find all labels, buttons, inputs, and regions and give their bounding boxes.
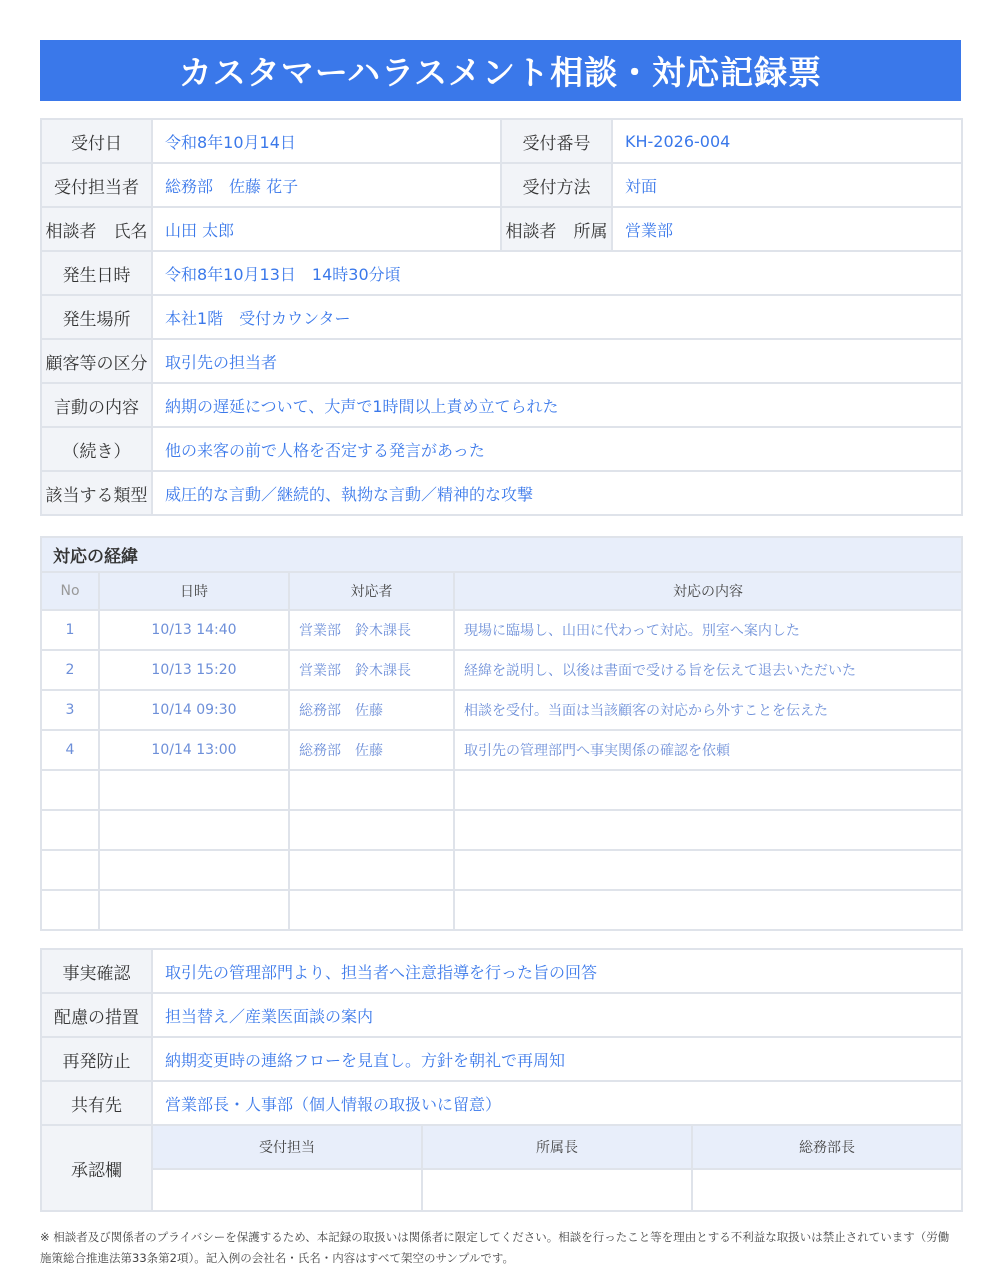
empty-cell[interactable]	[99, 770, 289, 810]
approval-header-manager: 所属長	[422, 1125, 692, 1169]
empty-cell[interactable]	[41, 770, 99, 810]
approval-stamp-receiver[interactable]	[152, 1169, 422, 1211]
empty-table-row	[41, 850, 962, 890]
reception-info-table	[40, 118, 963, 516]
empty-cell[interactable]	[289, 770, 454, 810]
followup-table	[40, 948, 963, 1212]
reception-date-field[interactable]: 令和8年10月14日	[152, 119, 501, 163]
row-detail[interactable]: 経緯を説明し、以後は書面で受ける旨を伝えて退去いただいた	[454, 650, 962, 690]
empty-cell[interactable]	[99, 810, 289, 850]
row-no[interactable]: 3	[41, 690, 99, 730]
empty-cell[interactable]	[454, 810, 962, 850]
history-section-title: 対応の経緯	[41, 537, 962, 572]
empty-cell[interactable]	[41, 850, 99, 890]
empty-cell[interactable]	[289, 850, 454, 890]
share-field[interactable]: 営業部長・人事部（個人情報の取扱いに留意）	[152, 1081, 962, 1125]
category-label: 該当する類型	[41, 471, 152, 515]
approval-header-receiver: 受付担当	[152, 1125, 422, 1169]
empty-cell[interactable]	[289, 810, 454, 850]
row-time[interactable]: 10/14 09:30	[99, 690, 289, 730]
content-field[interactable]: 納期の遅延について、大声で1時間以上責め立てられた	[152, 383, 962, 427]
row-person[interactable]: 営業部 鈴木課長	[289, 610, 454, 650]
consultant-dept-field[interactable]: 営業部	[612, 207, 962, 251]
care-label: 配慮の措置	[41, 993, 152, 1037]
category-field[interactable]: 威圧的な言動／継続的、執拗な言動／精神的な攻撃	[152, 471, 962, 515]
consultant-dept-label: 相談者 所属	[501, 207, 612, 251]
table-row	[41, 690, 962, 730]
empty-cell[interactable]	[41, 890, 99, 930]
row-detail[interactable]: 相談を受付。当面は当該顧客の対応から外すことを伝えた	[454, 690, 962, 730]
row-time[interactable]: 10/13 14:40	[99, 610, 289, 650]
method-field[interactable]: 対面	[612, 163, 962, 207]
empty-table-row	[41, 890, 962, 930]
content-label: 言動の内容	[41, 383, 152, 427]
table-row	[41, 610, 962, 650]
empty-table-row	[41, 810, 962, 850]
row-detail[interactable]: 現場に臨場し、山田に代わって対応。別室へ案内した	[454, 610, 962, 650]
table-row	[41, 650, 962, 690]
place-field[interactable]: 本社1階 受付カウンター	[152, 295, 962, 339]
prevention-field[interactable]: 納期変更時の連絡フローを見直し。方針を朝礼で再周知	[152, 1037, 962, 1081]
fact-label: 事実確認	[41, 949, 152, 993]
empty-cell[interactable]	[289, 890, 454, 930]
customer-type-label: 顧客等の区分	[41, 339, 152, 383]
care-field[interactable]: 担当替え／産業医面談の案内	[152, 993, 962, 1037]
empty-cell[interactable]	[41, 810, 99, 850]
footnote: ※ 相談者及び関係者のプライバシーを保護するため、本記録の取扱いは関係者に限定してください。相談を行ったこと等を理由とする不利益な取扱いは禁止されています（労働施策総合推進法第33条第2項）。記入例の会社名・氏名・内容はすべて架空のサンプルです。	[40, 1230, 950, 1265]
row-person[interactable]: 総務部 佐藤	[289, 690, 454, 730]
row-detail[interactable]: 取引先の管理部門へ事実関係の確認を依頼	[454, 730, 962, 770]
column-header-detail: 対応の内容	[454, 572, 962, 610]
place-label: 発生場所	[41, 295, 152, 339]
approval-header-general-affairs: 総務部長	[692, 1125, 962, 1169]
occurred-field[interactable]: 令和8年10月13日 14時30分頃	[152, 251, 962, 295]
receiver-field[interactable]: 総務部 佐藤 花子	[152, 163, 501, 207]
share-label: 共有先	[41, 1081, 152, 1125]
empty-table-row	[41, 770, 962, 810]
empty-cell[interactable]	[454, 850, 962, 890]
row-person[interactable]: 営業部 鈴木課長	[289, 650, 454, 690]
prevention-label: 再発防止	[41, 1037, 152, 1081]
consultant-name-field[interactable]: 山田 太郎	[152, 207, 501, 251]
reception-date-label: 受付日	[41, 119, 152, 163]
row-no[interactable]: 2	[41, 650, 99, 690]
approval-stamp-general-affairs[interactable]	[692, 1169, 962, 1211]
empty-cell[interactable]	[99, 890, 289, 930]
row-time[interactable]: 10/14 13:00	[99, 730, 289, 770]
receiver-label: 受付担当者	[41, 163, 152, 207]
row-time[interactable]: 10/13 15:20	[99, 650, 289, 690]
response-history-table	[40, 536, 963, 931]
table-row	[41, 730, 962, 770]
reception-no-field[interactable]: KH-2026-004	[612, 119, 962, 163]
content-continued-label: （続き）	[41, 427, 152, 471]
empty-cell[interactable]	[454, 890, 962, 930]
occurred-label: 発生日時	[41, 251, 152, 295]
column-header-no: No	[41, 572, 99, 610]
consultant-name-label: 相談者 氏名	[41, 207, 152, 251]
row-no[interactable]: 4	[41, 730, 99, 770]
column-header-person: 対応者	[289, 572, 454, 610]
page-title: カスタマーハラスメント相談・対応記録票	[40, 40, 961, 101]
customer-type-field[interactable]: 取引先の担当者	[152, 339, 962, 383]
reception-no-label: 受付番号	[501, 119, 612, 163]
approval-label: 承認欄	[41, 1125, 152, 1211]
row-person[interactable]: 総務部 佐藤	[289, 730, 454, 770]
method-label: 受付方法	[501, 163, 612, 207]
row-no[interactable]: 1	[41, 610, 99, 650]
empty-cell[interactable]	[99, 850, 289, 890]
content-continued-field[interactable]: 他の来客の前で人格を否定する発言があった	[152, 427, 962, 471]
empty-cell[interactable]	[454, 770, 962, 810]
fact-field[interactable]: 取引先の管理部門より、担当者へ注意指導を行った旨の回答	[152, 949, 962, 993]
column-header-time: 日時	[99, 572, 289, 610]
approval-stamp-manager[interactable]	[422, 1169, 692, 1211]
